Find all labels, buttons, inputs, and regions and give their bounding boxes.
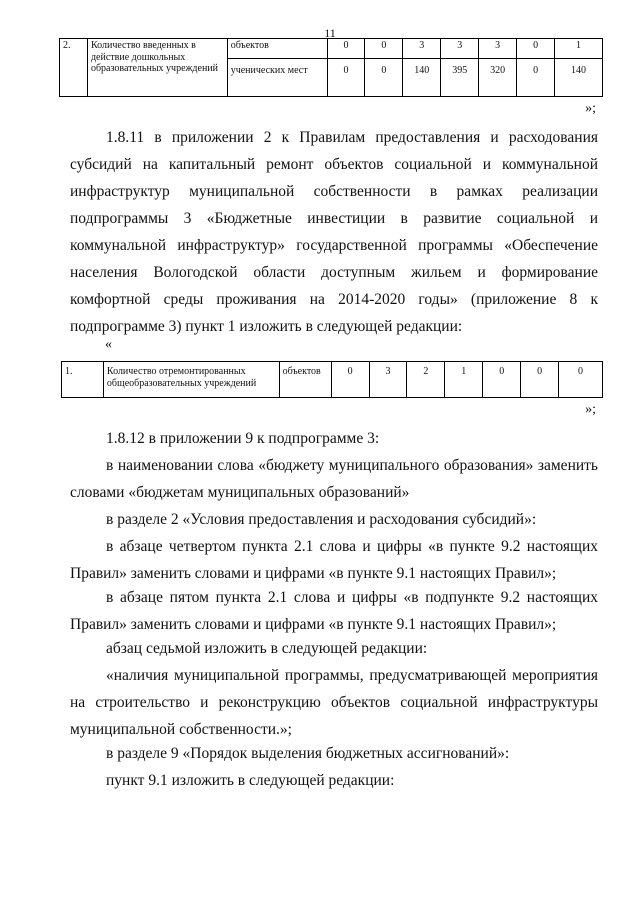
paragraph-abzac-7: абзац седьмой изложить в следующей редакции: xyxy=(106,640,428,657)
value-cell: 3 xyxy=(479,39,517,59)
row-number: 1. xyxy=(62,362,104,398)
value-cell: 0 xyxy=(365,59,403,97)
value-cell: 0 xyxy=(517,39,555,59)
indicator-name: Количество введенных в действие дошкольных образовательных учреждений xyxy=(87,39,227,97)
paragraph-abzac-5: в абзаце пятом пункта 2.1 слова и цифры «в подпункте 9.2 настоящих Правил» заменить словами и цифрами «в пункте 9.1 настоящих Правил»; xyxy=(70,589,598,633)
table-row xyxy=(62,362,603,398)
paragraph-1-8-11: 1.8.11 в приложении 2 к Правилам предоставления и расходования субсидий на капитальный ремонт объектов социальной и коммунальной инфраструктур муниципальной собственности в рамках реализации подпрограммы 3 «Бюджетные инвестиции в развитие социальной и коммунальной инфраструктур» государственной программы «Обеспечение населения Вологодской области доступным жильем и формирование комфортной среды проживания на 2014-2020 годы» (приложение 8 к подпрограмме 3) пункт 1 изложить в следующей редакции: xyxy=(70,129,598,335)
indicator-name: Количество отремонтированных общеобразовательных учреждений xyxy=(103,362,279,398)
unit-cell: объектов xyxy=(279,362,331,398)
value-cell: 0 xyxy=(327,59,365,97)
value-cell: 0 xyxy=(331,362,369,398)
paragraph-razdel-9: в разделе 9 «Порядок выделения бюджетных ассигнований»: xyxy=(106,745,510,762)
row-number: 2. xyxy=(60,39,88,97)
unit-cell: объектов xyxy=(227,39,327,59)
unit-cell: ученических мест xyxy=(227,59,327,97)
value-cell: 0 xyxy=(327,39,365,59)
value-cell: 1 xyxy=(555,39,603,59)
paragraph-nalichie: «наличия муниципальной программы, предусматривающей мероприятия на строительство и реконструкцию объектов социальной инфраструктуры муниципальной собственности.»; xyxy=(70,667,598,738)
value-cell: 3 xyxy=(441,39,479,59)
paragraph-1-8-12: 1.8.12 в приложении 9 к подпрограмме 3: xyxy=(106,430,380,447)
paragraph-naimenovanie: в наименовании слова «бюджету муниципального образования» заменить словами «бюджетам муниципальных образований» xyxy=(70,457,598,501)
table-row xyxy=(60,39,603,59)
value-cell: 1 xyxy=(445,362,483,398)
page-number: 11 xyxy=(324,26,336,40)
value-cell: 140 xyxy=(555,59,603,97)
value-cell: 395 xyxy=(441,59,479,97)
opening-quote: « xyxy=(105,337,112,352)
indicator-table-1 xyxy=(59,38,603,97)
value-cell: 0 xyxy=(559,362,603,398)
value-cell: 140 xyxy=(403,59,441,97)
value-cell: 2 xyxy=(407,362,445,398)
closing-quote: »; xyxy=(585,101,596,116)
paragraph-razdel-2: в разделе 2 «Условия предоставления и расходования субсидий»: xyxy=(106,511,537,528)
closing-quote: »; xyxy=(585,402,596,417)
value-cell: 0 xyxy=(517,59,555,97)
indicator-table-2 xyxy=(61,361,603,398)
paragraph-abzac-4: в абзаце четвертом пункта 2.1 слова и цифры «в пункте 9.2 настоящих Правил» заменить словами и цифрами «в пункте 9.1 настоящих Правил»; xyxy=(70,538,598,582)
value-cell: 0 xyxy=(521,362,559,398)
value-cell: 0 xyxy=(365,39,403,59)
value-cell: 3 xyxy=(369,362,407,398)
value-cell: 320 xyxy=(479,59,517,97)
value-cell: 3 xyxy=(403,39,441,59)
value-cell: 0 xyxy=(483,362,521,398)
paragraph-punkt-9-1: пункт 9.1 изложить в следующей редакции: xyxy=(106,772,395,789)
